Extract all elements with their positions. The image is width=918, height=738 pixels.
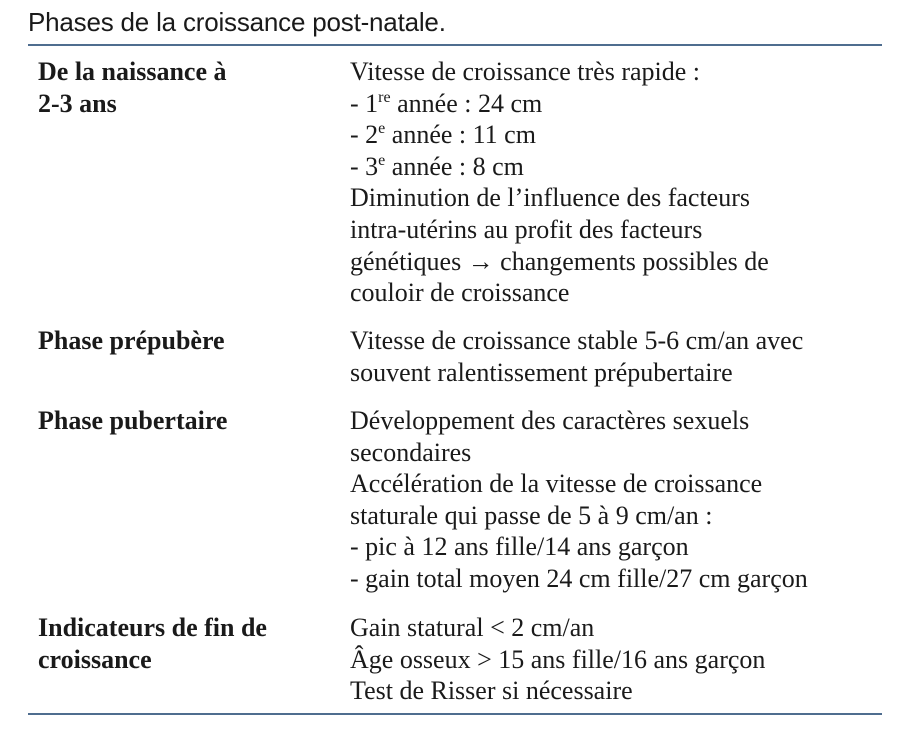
content-line: intra-utérins au profit des facteurs [350,214,703,244]
label-line: Phase prépubère [38,326,225,355]
label-line: Phase pubertaire [38,406,228,435]
label-line: Indicateurs de fin de [38,613,267,642]
content-line: secondaires [350,437,472,467]
row-label [38,405,338,437]
content-line: Diminution de l’influence des facteurs [350,183,750,213]
content-line: souvent ralentissement prépubertaire [350,357,733,387]
row-content [350,325,878,388]
top-rule [28,44,882,46]
content-line: Développement des caractères sexuels [350,406,750,435]
content-line: Vitesse de croissance stable 5-6 cm/an avec [350,326,804,355]
content-line: staturale qui passe de 5 à 9 cm/an : [350,500,713,530]
content-line: Âge osseux > 15 ans fille/16 ans garçon [350,644,766,674]
content-line: - pic à 12 ans fille/14 ans garçon [350,532,689,562]
content-line: Accélération de la vitesse de croissance [350,469,763,499]
content-line: génétiques → changements possibles de [350,246,769,276]
label-line: 2-3 ans [38,88,117,118]
bottom-rule [28,713,882,715]
year-gain-line: - 3e année : 8 cm [350,151,524,181]
row-label [38,56,338,119]
row-content [350,56,878,309]
row-content [350,405,878,595]
label-line: croissance [38,644,152,674]
year-gain-line: - 1re année : 24 cm [350,88,543,118]
content-line: - gain total moyen 24 cm fille/27 cm garçon [350,563,808,593]
table-caption: Phases de la croissance post-natale. [28,7,446,37]
content-line: Test de Risser si nécessaire [350,676,633,706]
content-line: Vitesse de croissance très rapide : [350,57,701,86]
year-gain-line: - 2e année : 11 cm [350,120,536,150]
content-line: Gain statural < 2 cm/an [350,613,595,642]
row-content [350,612,878,707]
label-line: De la naissance à [38,57,227,86]
row-label [38,612,338,675]
row-label [38,325,338,357]
content-line: couloir de croissance [350,278,570,308]
